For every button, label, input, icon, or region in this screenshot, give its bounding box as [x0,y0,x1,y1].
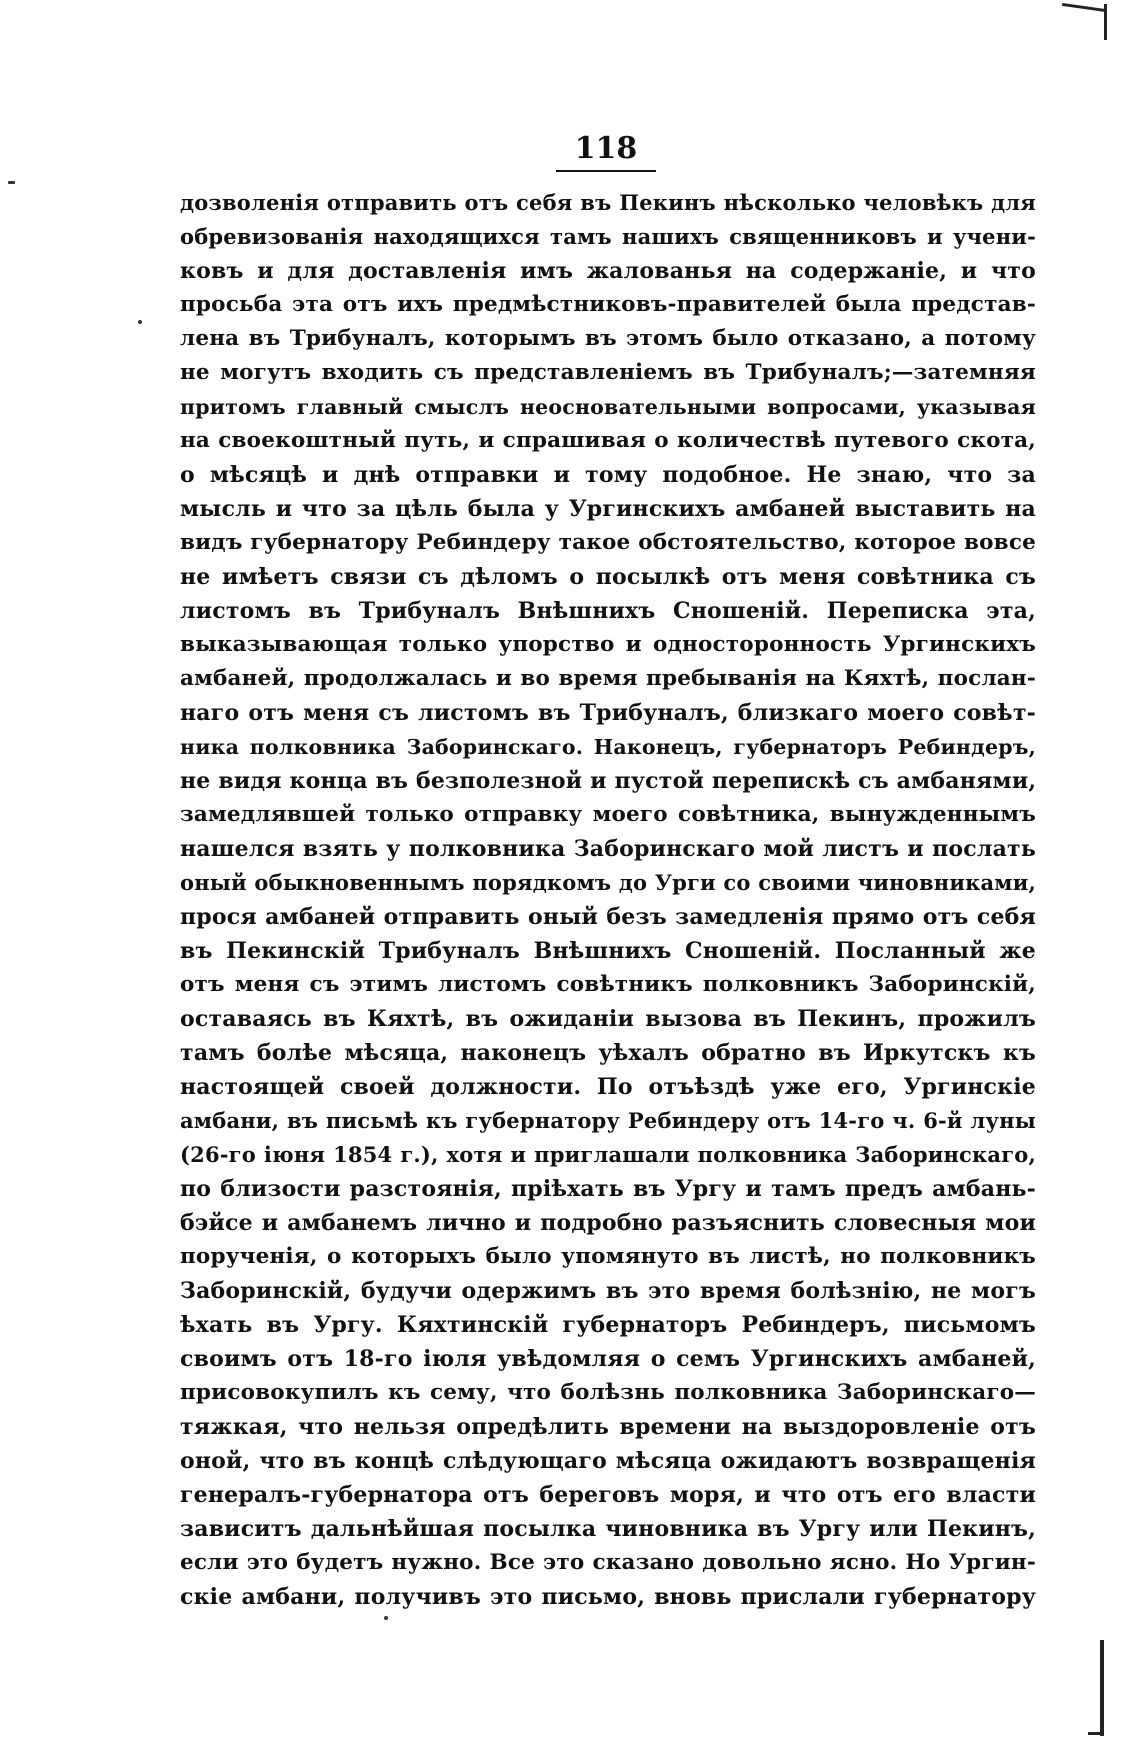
text-line: ѣхать въ Ургу. Кяхтинскій губернаторъ Ребиндеръ, письмомъ [180,1312,1036,1338]
text-line: по близости разстоянія, пріѣхать въ Ургу и тамъ предъ амбань- [180,1176,1036,1202]
text-line: если это будетъ нужно. Все это сказано довольно ясно. Но Ургин- [180,1550,1036,1575]
text-line: на своекоштный путь, и спрашивая о количествѣ путевого скота, [180,428,1036,453]
text-line: тамъ болѣе мѣсяца, наконецъ уѣхалъ обратно въ Иркутскъ къ [180,1040,1036,1066]
scan-edge-mark [1104,4,1107,40]
text-line: скіе амбани, получивъ это письмо, вновь прислали губернатору [180,1584,1036,1610]
text-line: обревизованія находящихся тамъ нашихъ священниковъ и учени- [180,224,1036,249]
scan-edge-mark [1062,3,1106,12]
text-line: замедлявшей только отправку моего совѣтника, вынужденнымъ [180,802,1036,827]
text-line: выказывающая только упорство и односторонность Ургинскихъ [180,632,1036,657]
text-line: (26-го іюня 1854 г.), хотя и приглашали полковника Заборинскаго, [180,1142,1036,1167]
scan-speck [138,320,142,324]
text-line: ковъ и для доставленія имъ жалованья на содержаніе, и что [180,258,1036,284]
text-line: отъ меня съ этимъ листомъ совѣтникъ полковникъ Заборинскій, [180,972,1036,997]
text-line: оный обыкновеннымъ порядкомъ до Урги со своими чиновниками, [180,870,1036,895]
text-line: листомъ въ Трибуналъ Внѣшнихъ Сношеній. Переписка эта, [180,598,1036,624]
scan-edge-mark [1100,1640,1104,1736]
text-line: прося амбаней отправить оный безъ замедленія прямо отъ себя [180,904,1036,930]
text-line: ника полковника Заборинскаго. Наконецъ, губернаторъ Ребиндеръ, [180,735,1036,759]
body-text [180,186,1036,1614]
scan-edge-mark [1088,1732,1104,1735]
text-line: тяжкая, что нельзя опредѣлить времени на выздоровленіе отъ [180,1414,1036,1440]
text-line: не видя конца въ безполезной и пустой перепискѣ съ амбанями, [180,768,1037,794]
text-line: бэйсе и амбанемъ лично и подробно разъяснить словесныя мои [180,1210,1036,1236]
text-line: не имѣетъ связи съ дѣломъ о посылкѣ отъ меня совѣтника съ [180,564,1036,590]
text-line: притомъ главный смыслъ неосновательными вопросами, указывая [180,395,1036,419]
text-line: порученія, о которыхъ было упомянуто въ листѣ, но полковникъ [180,1244,1036,1269]
page-number-rule [556,170,656,172]
text-line: оставаясь въ Кяхтѣ, въ ожиданіи вызова въ Пекинъ, прожилъ [180,1006,1036,1032]
scan-speck [8,181,15,184]
text-line: нашелся взять у полковника Заборинскаго мой листъ и послать [180,836,1036,862]
text-line: просьба эта отъ ихъ предмѣстниковъ-правителей была представ- [180,292,1036,317]
text-line: наго отъ меня съ листомъ въ Трибуналъ, близкаго моего совѣт- [180,700,1036,726]
text-line: мысль и что за цѣль была у Ургинскихъ амбаней выставить на [180,496,1036,522]
page-number: 118 [574,131,638,166]
text-line: амбани, въ письмѣ къ губернатору Ребиндеру отъ 14-го ч. 6-й луны [180,1108,1036,1133]
text-line: видъ губернатору Ребиндеру такое обстоятельство, которое вовсе [180,530,1036,555]
text-line: своимъ отъ 18-го іюля увѣдомляя о семъ Ургинскихъ амбаней, [180,1346,1036,1372]
text-line: дозволенія отправить отъ себя въ Пекинъ нѣсколько человѣкъ для [180,190,1036,215]
text-line: въ Пекинскій Трибуналъ Внѣшнихъ Сношеній. Посланный же [180,938,1036,964]
text-line: настоящей своей должности. По отъѣздѣ уже его, Ургинскіе [180,1074,1036,1100]
text-line: оной, что въ концѣ слѣдующаго мѣсяца ожидаютъ возвращенія [180,1448,1036,1474]
text-line: генералъ-губернатора отъ береговъ моря, и что отъ его власти [180,1482,1036,1508]
text-line: о мѣсяцѣ и днѣ отправки и тому подобное. Не знаю, что за [180,462,1036,488]
scan-speck [384,1616,388,1620]
text-line: не могутъ входить съ представленіемъ въ Трибуналъ;—затемняя [180,360,1036,385]
text-line: амбаней, продолжалась и во время пребыванія на Кяхтѣ, послан- [180,666,1036,691]
text-line: лена въ Трибуналъ, которымъ въ этомъ было отказано, а потому [180,326,1036,351]
text-line: присовокупилъ къ сему, что болѣзнь полковника Заборинскаго— [180,1380,1036,1405]
text-line: зависитъ дальнѣйшая посылка чиновника въ Ургу или Пекинъ, [180,1516,1036,1542]
text-line: Заборинскій, будучи одержимъ въ это время болѣзнію, не могъ [180,1278,1036,1304]
